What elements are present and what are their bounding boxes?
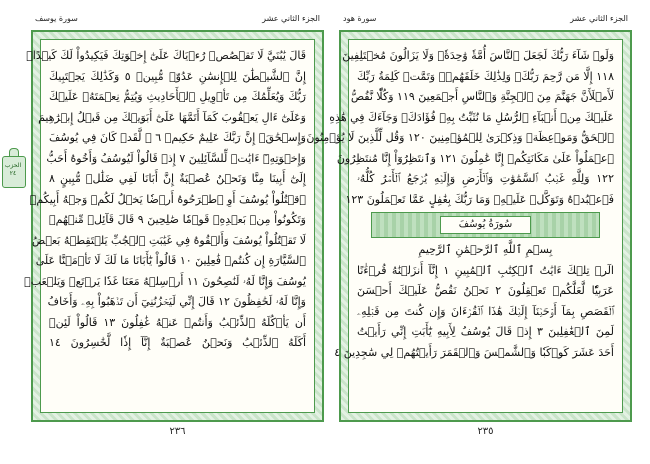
surah-label: سورة يوسف: [35, 14, 78, 23]
text-line: وَلَوۡ شَآءَ رَبُّكَ لَجَعَلَ ٱلنَّاسَ أُمَّةٗ وَٰحِدَةٗۖ وَلَا يَزَالُونَ مُخۡتَلِفِينَ: [342, 49, 614, 62]
page-header: [343, 14, 628, 28]
text-line: وَعَلَىٰٓ ءَالِ يَعۡقُوبَ كَمَآ أَتَمَّهَا عَلَىٰٓ أَبَوَيۡكَ مِن قَبۡلُ إِبۡرَٰهِيمَ: [38, 110, 306, 124]
text-line: ٱلۡقَصَصِ بِمَآ أَوۡحَيۡنَآ إِلَيۡكَ هَٰذَا ٱلۡقُرۡءَانَ وَإِن كُنتَ مِن قَبۡلِهِۦ: [357, 304, 614, 318]
text-line: إِنَّ ٱلشَّيۡطَٰنَ لِلۡإِنسَٰنِ عَدُوّٞ مُّبِينٞ ٥ وَكَذَٰلِكَ يَجۡتَبِيكَ: [49, 69, 307, 83]
text-line: ١٢٢ وَلِلَّهِ غَيۡبُ ٱلسَّمَٰوَٰتِ وَٱلۡأَرۡضِ وَإِلَيۡهِ يُرۡجَعُ ٱلۡأَمۡرُ كُلُّهُۥ: [357, 172, 614, 185]
text-line: إِلَىٰٓ أَبِينَا مِنَّا وَنَحۡنُ عُصۡبَةٌ إِنَّ أَبَانَا لَفِي ضَلَٰلٖ مُّبِينٍ ٨: [49, 172, 306, 185]
surah-title: سُورَةُ يُوسُفَ: [440, 216, 531, 234]
surah-title-banner: [371, 212, 600, 238]
basmala: بِسۡمِ ٱللَّهِ ٱلرَّحۡمَٰنِ ٱلرَّحِيمِ: [418, 243, 553, 256]
text-line: لَا تَقۡتُلُواْ يُوسُفَ وَأَلۡقُوهُ فِي غَيَٰبَتِ ٱلۡجُبِّ يَلۡتَقِطۡهُ بَعۡضُ: [31, 233, 306, 247]
text-line: وَإِنَّا لَهُۥ لَحَٰفِظُونَ ١٢ قَالَ إِنِّي لَيَحۡزُنُنِيٓ أَن تَذۡهَبُواْ بِهِۦ وَأَخَافُ: [47, 295, 306, 308]
page-number: ٢٣٥: [477, 426, 494, 437]
text-line: ٱقۡتُلُواْ يُوسُفَ أَوِ ٱطۡرَحُوهُ أَرۡضٗا يَخۡلُ لَكُمۡ وَجۡهُ أَبِيكُمۡ: [29, 192, 306, 206]
page-text-panel: [24, 39, 315, 413]
text-line: عَلَيۡكَ مِنۡ أَنۢبَآءِ ٱلرُّسُلِ مَا نُثَبِّتُ بِهِۦ فُؤَادَكَۚ وَجَآءَكَ فِي هَٰذِهِ: [329, 110, 614, 124]
text-line: وَتَكُونُواْ مِنۢ بَعۡدِهِۦ قَوۡمٗا صَٰلِحِينَ ٩ قَالَ قَآئِلٞ مِّنۡهُمۡ: [49, 213, 306, 226]
page-text-panel: [306, 39, 623, 413]
page-number: ٢٣٦: [169, 426, 186, 437]
text-line: لَمِنَ ٱلۡغَٰفِلِينَ ٣ إِذۡ قَالَ يُوسُفُ لِأَبِيهِ يَٰٓأَبَتِ إِنِّي رَأَيۡتُ: [357, 325, 614, 338]
page-frame: [306, 30, 632, 422]
text-line: ٱلۡحَقُّ وَمَوۡعِظَةٞ وَذِكۡرَىٰ لِلۡمُؤۡمِنِينَ ١٢٠ وَقُل لِّلَّذِينَ لَا يُؤۡمِنُونَ: [306, 131, 614, 144]
verse-block: [24, 46, 307, 406]
page-header: [35, 14, 320, 28]
text-line: الٓرۚ تِلۡكَ ءَايَٰتُ ٱلۡكِتَٰبِ ٱلۡمُبِينِ ١ إِنَّآ أَنزَلۡنَٰهُ قُرۡءَٰنًا: [357, 263, 614, 277]
text-line: أَكَلَهُ ٱلذِّئۡبُ وَنَحۡنُ عُصۡبَةٌ إِنَّآ إِذٗا لَّخَٰسِرُونَ ١٤: [49, 336, 306, 349]
verse-block: [306, 46, 614, 406]
text-line: وَإِخۡوَتِهِۦٓ ءَايَٰتٞ لِّلسَّآئِلِينَ ٧ إِذۡ قَالُواْ لَيُوسُفُ وَأَخُوهُ أَحَبُّ: [46, 151, 306, 165]
juz-label: الجزء الثاني عشر: [262, 14, 320, 23]
hizb-marker-label: الحزب ٢٤: [4, 162, 22, 177]
page-frame: [24, 30, 324, 422]
text-line: ٱعۡمَلُواْ عَلَىٰ مَكَانَتِكُمۡ إِنَّا عَٰمِلُونَ ١٢١ وَٱنتَظِرُوٓاْ إِنَّا مُنتَظِرُونَ: [336, 151, 614, 165]
text-line: ٱلسَّيَّارَةِ إِن كُنتُمۡ فَٰعِلِينَ ١٠ قَالُواْ يَٰٓأَبَانَا مَا لَكَ لَا تَأۡمَ۫نَّا عَلَىٰ: [35, 254, 306, 267]
text-line: وَإِسۡحَٰقَۚ إِنَّ رَبَّكَ عَلِيمٌ حَكِيمٞ ٦ ۞ لَّقَدۡ كَانَ فِي يُوسُفَ: [49, 131, 306, 144]
text-line: فَٱعۡبُدۡهُ وَتَوَكَّلۡ عَلَيۡهِۚ وَمَا رَبُّكَ بِغَٰفِلٍ عَمَّا تَعۡمَلُونَ ١٢٣: [345, 192, 614, 206]
text-line: رَبُّكَ وَيُعَلِّمُكَ مِن تَأۡوِيلِ ٱلۡأَحَادِيثِ وَيُتِمُّ نِعۡمَتَهُۥ عَلَيۡكَ: [49, 90, 306, 103]
text-line: أَن يَأۡكُلَهُ ٱلذِّئۡبُ وَأَنتُمۡ عَنۡهُ غَٰفِلُونَ ١٣ قَالُواْ لَئِنۡ: [49, 315, 306, 329]
mushaf-page-right: [306, 14, 632, 440]
hizb-marker: [0, 148, 26, 194]
text-line: يُوسُفَ وَإِنَّا لَهُۥ لَنَٰصِحُونَ ١١ أَرۡسِلۡهُ مَعَنَا غَدٗا يَرۡتَعۡ وَيَلۡعَبۡ: [24, 274, 306, 288]
surah-label: سورة هود: [343, 14, 377, 23]
text-line: قَالَ يَٰبُنَيَّ لَا تَقۡصُصۡ رُءۡيَاكَ عَلَىٰٓ إِخۡوَتِكَ فَيَكِيدُواْ لَكَ كَيۡدًاۖ: [26, 49, 306, 62]
text-line: أَحَدَ عَشَرَ كَوۡكَبٗا وَٱلشَّمۡسَ وَٱلۡقَمَرَ رَأَيۡتُهُمۡ لِي سَٰجِدِينَ ٤: [334, 345, 614, 359]
juz-label: الجزء الثاني عشر: [570, 14, 628, 23]
text-line: لَأَمۡلَأَنَّ جَهَنَّمَ مِنَ ٱلۡجِنَّةِ وَٱلنَّاسِ أَجۡمَعِينَ ١١٩ وَكُلّٗا نَّقُصُّ: [350, 90, 614, 103]
text-line: ١١٨ إِلَّا مَن رَّحِمَ رَبُّكَۚ وَلِذَٰلِكَ خَلَقَهُمۡۗ وَتَمَّتۡ كَلِمَةُ رَبِّكَ: [357, 69, 614, 83]
mushaf-page-left: [24, 14, 324, 440]
text-line: عَرَبِيّٗا لَّعَلَّكُمۡ تَعۡقِلُونَ ٢ نَحۡنُ نَقُصُّ عَلَيۡكَ أَحۡسَنَ: [357, 284, 614, 297]
